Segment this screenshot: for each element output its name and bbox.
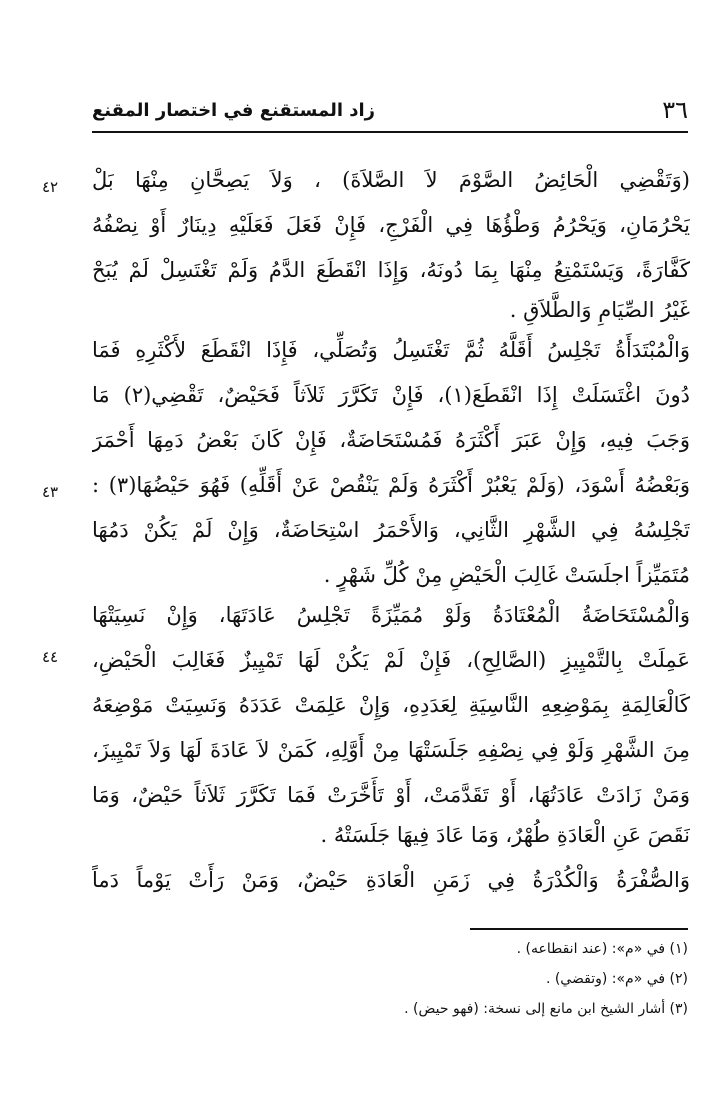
text-line: وَالْمُسْتَحَاضَةُ الْمُعْتَادَةُ وَلَوْ مُمَيِّزَةً تَجْلِسُ عَادَتَهَا، وَإِنْ نَسِيَتْهَا bbox=[92, 603, 690, 627]
text-line: تَجْلِسُهُ فِي الشَّهْرِ الثَّانِي، وَالأَحْمَرُ اسْتِحَاضَةٌ، وَإِنْ لَمْ يَكُنْ دَمُهَا bbox=[92, 518, 690, 542]
text-line: (وَتَقْضِي الْحَائِضُ الصَّوْمَ لاَ الصَّلاَةَ) ، وَلاَ يَصِحَّانِ مِنْهَا بَلْ bbox=[92, 168, 690, 192]
text-line: وَمَنْ زَادَتْ عَادَتُهَا، أَوْ تَقَدَّمَتْ، أَوْ تَأَخَّرَتْ فَمَا تَكَرَّرَ ثَلاَثاً حَيْضٌ، وَمَا bbox=[92, 783, 690, 807]
page-number: ٣٦ bbox=[662, 96, 688, 124]
text-line: وَجَبَ فِيهِ، وَإِنْ عَبَرَ أَكْثَرَهُ فَمُسْتَحَاضَةٌ، فَإِنْ كَانَ بَعْضُ دَمِهَا أَحْمَرَ bbox=[92, 428, 690, 452]
header-divider bbox=[92, 131, 688, 133]
text-line: مُتَمَيِّزاً اجلَسَتْ غَالِبَ الْحَيْضِ مِنْ كُلِّ شَهْرٍ . bbox=[323, 563, 690, 587]
page-header bbox=[92, 96, 688, 130]
text-line: عَمِلَتْ بِالتَّمْيِيزِ (الصَّالِحِ)، فَإِنْ لَمْ يَكُنْ لَهَا تَمْيِيزٌ فَغَالِبَ الْحَيْضِ، bbox=[92, 648, 690, 672]
text-line: دُونَ اغْتَسَلَتْ إِذَا انْقَطَعَ(١)، فَإِنْ تَكَرَّرَ ثَلاَثاً فَحَيْضٌ، تَقْضِي(٢) مَا bbox=[92, 383, 690, 407]
footnote-divider bbox=[470, 928, 688, 930]
footnote: (١) في «م»: (عند انقطاعه) . bbox=[516, 941, 688, 957]
text-line: وَبَعْضُهُ أَسْوَدَ، (وَلَمْ يَعْبُرْ أَكْثَرَهُ وَلَمْ يَنْقُصْ عَنْ أَقَلِّهِ) فَهُوَ حَيْضُهَا(٣) : bbox=[92, 473, 690, 497]
text-line: نَقَصَ عَنِ الْعَادَةِ طُهْرٌ، وَمَا عَادَ فِيهَا جَلَسَتْهُ . bbox=[320, 823, 690, 847]
text-line: يَحْرُمَانِ، وَيَحْرُمُ وَطْؤُهَا فِي الْفَرْجِ، فَإِنْ فَعَلَ فَعَلَيْهِ دِينَارٌ أَوْ نِصْفُهُ bbox=[92, 213, 690, 237]
margin-number: ٤٢ bbox=[41, 178, 59, 196]
text-line: غَيْرُ الصِّيَامِ وَالطَّلاَقِ . bbox=[509, 298, 690, 322]
text-line: كَالْعَالِمَةِ بِمَوْضِعِهِ النَّاسِيَةِ لِعَدَدِهِ، وَإِنْ عَلِمَتْ عَدَدَهُ وَنَسِيَتْ مَوْضِعَهُ bbox=[92, 693, 690, 717]
footnote: (٢) في «م»: (وتقضي) . bbox=[545, 971, 688, 987]
footnote: (٣) أشار الشيخ ابن مانع إلى نسخة: (فهو حيض) . bbox=[404, 1001, 688, 1017]
margin-number: ٤٣ bbox=[41, 483, 59, 501]
text-line: مِنَ الشَّهْرِ وَلَوْ فِي نِصْفِهِ جَلَسَتْهَا مِنْ أَوَّلِهِ، كَمَنْ لاَ عَادَةَ لَهَا وَلاَ تَمْيِيزَ، bbox=[92, 738, 690, 762]
text-line: وَالْمُبْتَدَأَةُ تَجْلِسُ أَقَلَّهُ ثُمَّ تَغْتَسِلُ وَتُصَلِّي، فَإِذَا انْقَطَعَ لأَكْثَرِهِ فَمَا bbox=[92, 338, 690, 362]
running-title: زاد المستقنع في اختصار المقنع bbox=[92, 100, 376, 121]
text-line: وَالصُّفْرَةُ وَالْكُدْرَةُ فِي زَمَنِ الْعَادَةِ حَيْضٌ، وَمَنْ رَأَتْ يَوْماً دَماً bbox=[92, 868, 690, 892]
margin-number: ٤٤ bbox=[41, 648, 59, 666]
text-line: كَفَّارَةً، وَيَسْتَمْتِعُ مِنْهَا بِمَا دُونَهُ، وَإِذَا انْقَطَعَ الدَّمُ وَلَمْ تَغْتَسِلْ لَمْ يُبَحْ bbox=[92, 258, 690, 282]
